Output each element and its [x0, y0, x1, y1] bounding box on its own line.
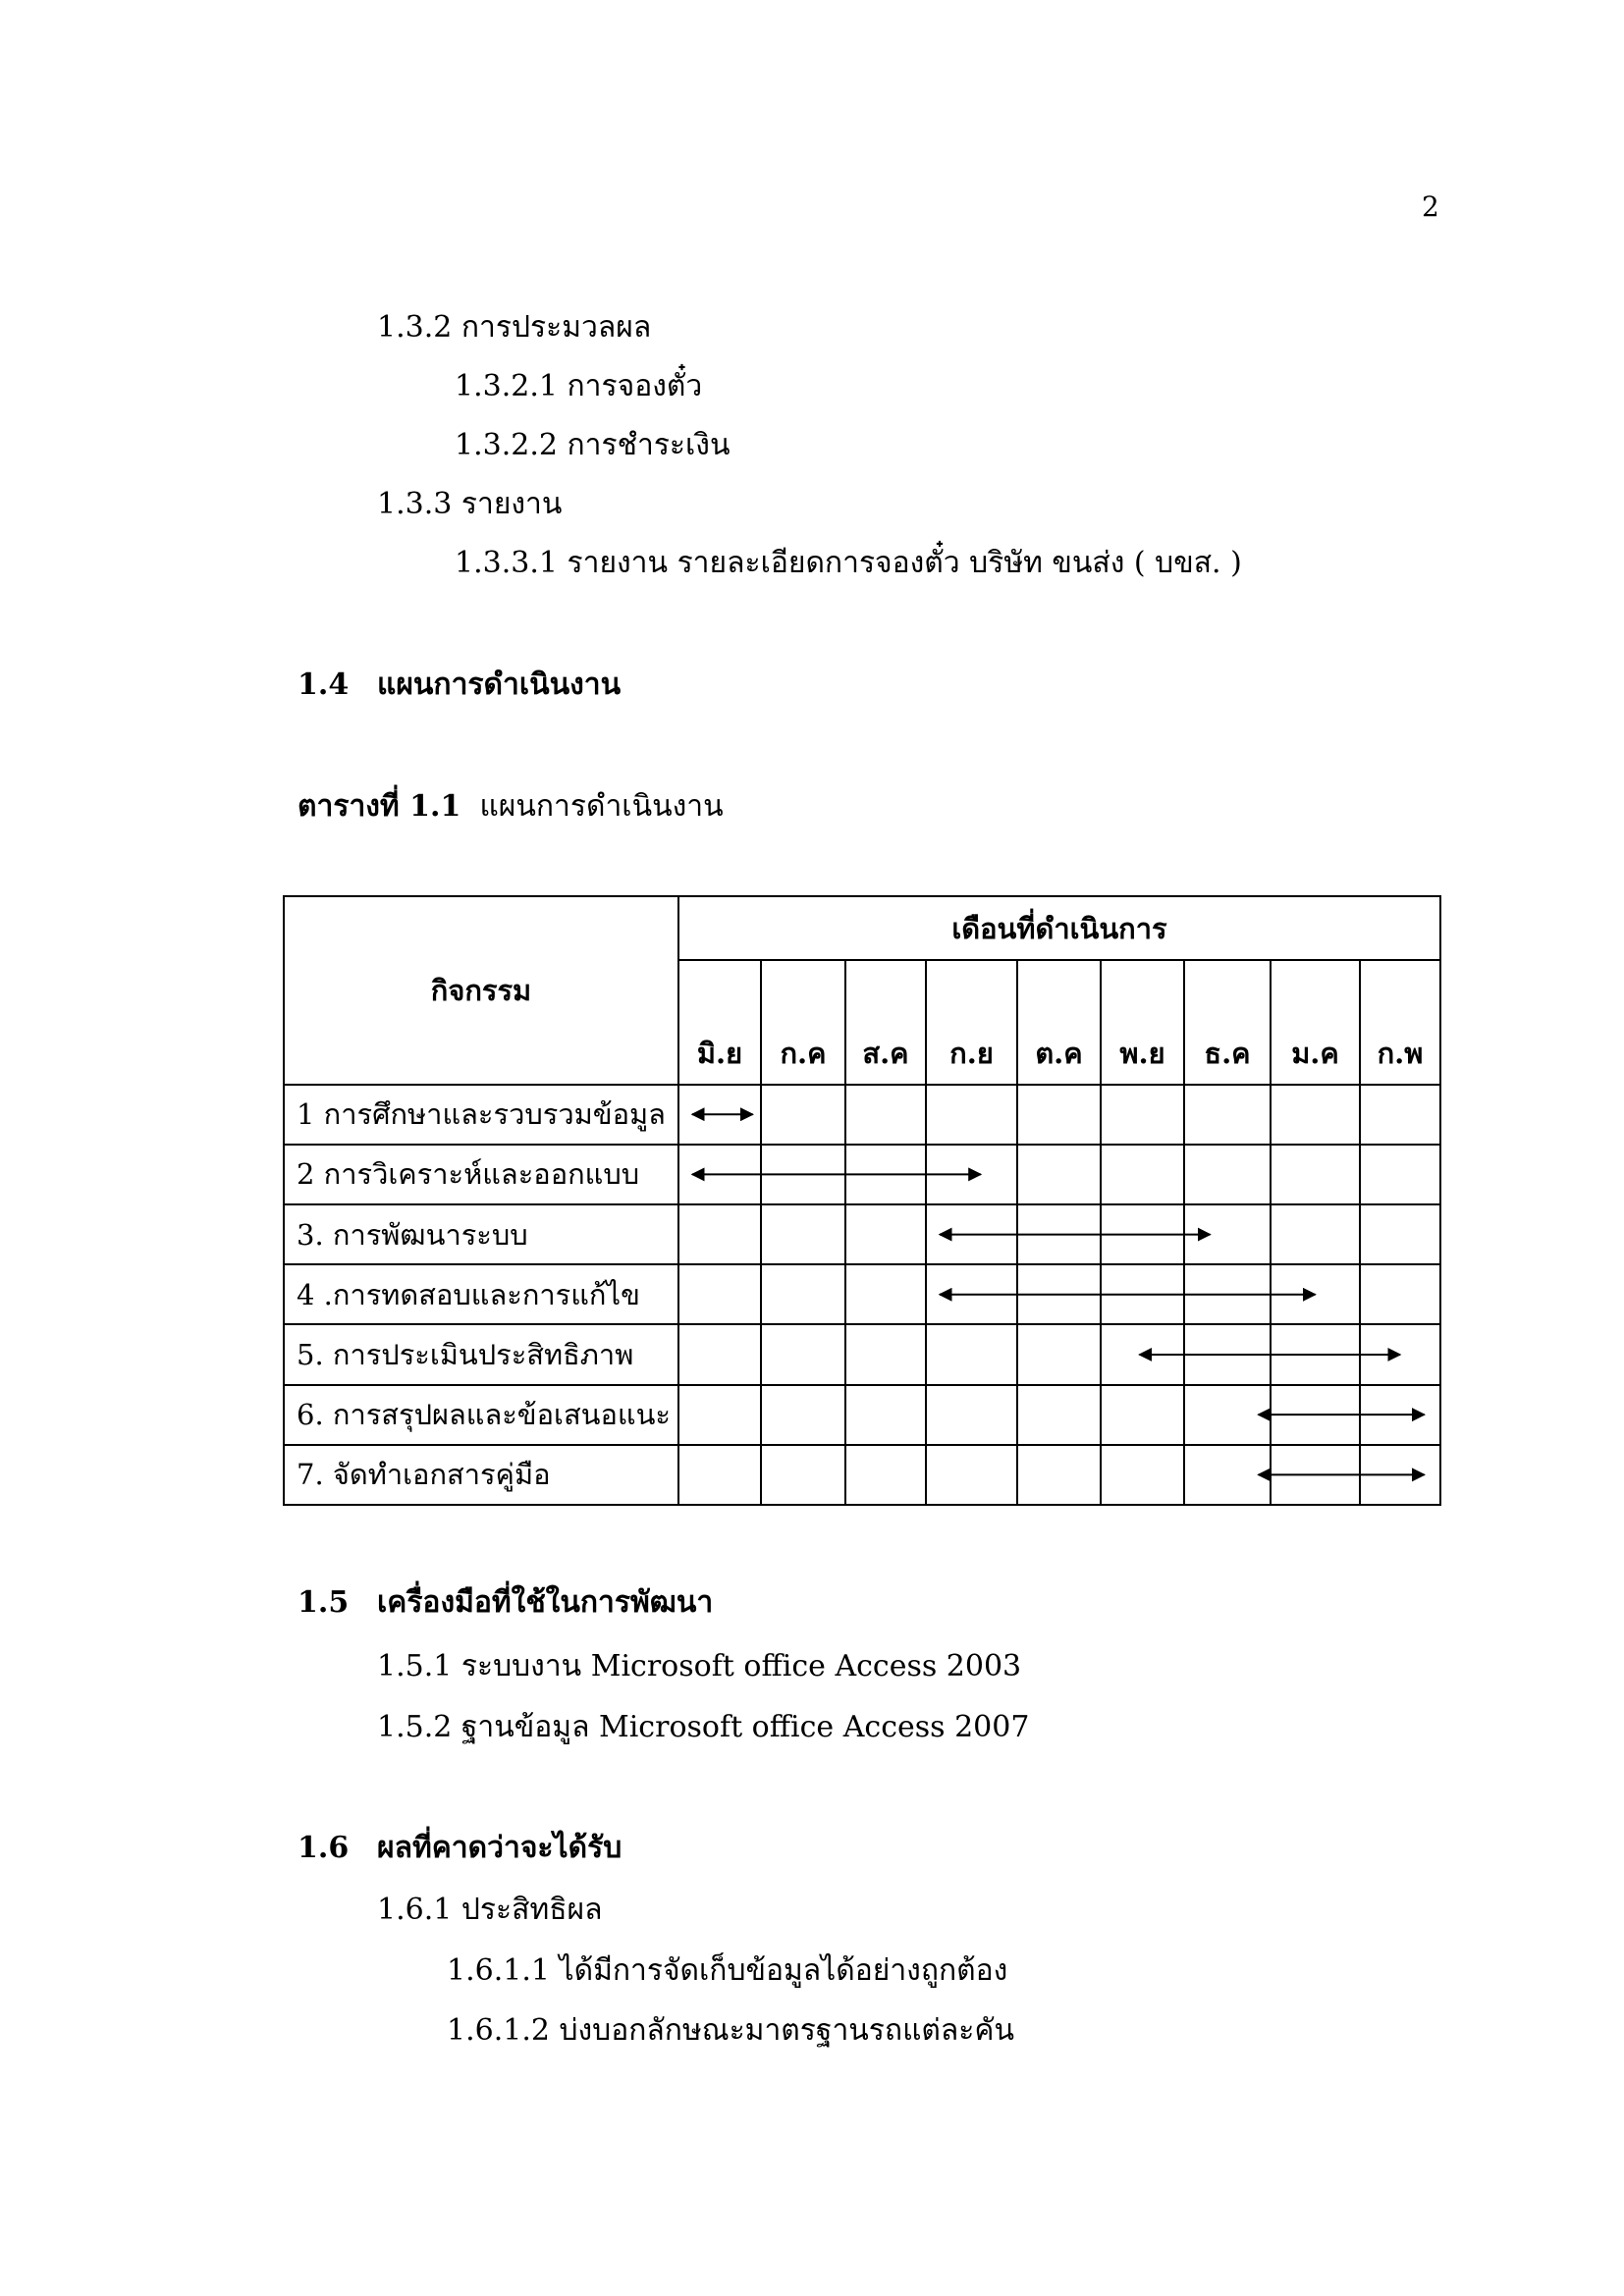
schedule-cell	[678, 1445, 761, 1505]
month-header-8: ก.พ	[1360, 960, 1440, 1084]
schedule-cell	[926, 1264, 1017, 1324]
results-item-3: 1.6.1.2 บ่งบอกลักษณะมาตรฐานรถแต่ละคัน	[447, 2013, 1014, 2048]
schedule-cell	[845, 1264, 926, 1324]
month-header-1: ก.ค	[761, 960, 845, 1084]
schedule-cell	[678, 1145, 761, 1204]
schedule-cell	[678, 1324, 761, 1384]
table-row	[284, 1145, 1440, 1204]
activity-label: 3. การพัฒนาระบบ	[284, 1204, 678, 1264]
schedule-cell	[678, 1264, 761, 1324]
table-row	[284, 1264, 1440, 1324]
month-header-3: ก.ย	[926, 960, 1017, 1084]
schedule-cell	[1017, 1264, 1101, 1324]
outline-1-3-3-1: 1.3.3.1 รายงาน รายละเอียดการจองตั๋ว บริษัท ขนส่ง ( บขส. )	[455, 546, 1242, 580]
schedule-cell	[1101, 1445, 1184, 1505]
schedule-cell	[1101, 1264, 1184, 1324]
schedule-cell	[1101, 1204, 1184, 1264]
schedule-cell	[678, 1085, 761, 1145]
activity-header: กิจกรรม	[284, 896, 678, 1085]
schedule-cell	[678, 1385, 761, 1445]
schedule-cell	[1360, 1145, 1440, 1204]
outline-1-3-2: 1.3.2 การประมวลผล	[377, 310, 652, 345]
section-1-6-number: 1.6	[298, 1831, 350, 1865]
schedule-cell	[1017, 1085, 1101, 1145]
months-header: เดือนที่ดำเนินการ	[678, 896, 1440, 960]
schedule-cell	[1184, 1324, 1271, 1384]
schedule-cell	[1017, 1385, 1101, 1445]
tools-item-2: 1.5.2 ฐานข้อมูล Microsoft office Access 2007	[377, 1710, 1030, 1744]
schedule-cell	[926, 1445, 1017, 1505]
schedule-cell	[1271, 1085, 1360, 1145]
schedule-cell	[1184, 1204, 1271, 1264]
table-caption-text: แผนการดำเนินงาน	[479, 789, 724, 824]
schedule-cell	[926, 1145, 1017, 1204]
schedule-cell	[1271, 1385, 1360, 1445]
section-1-6-title: ผลที่คาดว่าจะได้รับ	[377, 1831, 623, 1865]
month-header-6: ธ.ค	[1184, 960, 1271, 1084]
schedule-cell	[761, 1085, 845, 1145]
schedule-cell	[1271, 1264, 1360, 1324]
section-1-4-title: แผนการดำเนินงาน	[377, 667, 622, 702]
schedule-cell	[1017, 1324, 1101, 1384]
schedule-cell	[1360, 1385, 1440, 1445]
table-row	[284, 1324, 1440, 1384]
schedule-cell	[1184, 1264, 1271, 1324]
table-caption	[298, 787, 724, 827]
outline-1-3-2-2: 1.3.2.2 การชำระเงิน	[455, 428, 731, 462]
schedule-cell	[926, 1204, 1017, 1264]
schedule-cell	[1360, 1264, 1440, 1324]
section-1-5-title: เครื่องมือที่ใช้ในการพัฒนา	[377, 1585, 714, 1620]
schedule-cell	[1360, 1085, 1440, 1145]
schedule-cell	[1360, 1445, 1440, 1505]
schedule-cell	[761, 1324, 845, 1384]
schedule-cell	[1101, 1385, 1184, 1445]
activity-label: 2 การวิเคราะห์และออกแบบ	[284, 1145, 678, 1204]
activity-label: 6. การสรุปผลและข้อเสนอแนะ	[284, 1385, 678, 1445]
schedule-cell	[1271, 1445, 1360, 1505]
month-header-2: ส.ค	[845, 960, 926, 1084]
schedule-cell	[845, 1324, 926, 1384]
schedule-cell	[761, 1385, 845, 1445]
month-header-5: พ.ย	[1101, 960, 1184, 1084]
schedule-cell	[761, 1264, 845, 1324]
schedule-cell	[926, 1324, 1017, 1384]
results-item-2: 1.6.1.1 ได้มีการจัดเก็บข้อมูลได้อย่างถูกต้อง	[447, 1953, 1008, 1988]
schedule-cell	[845, 1204, 926, 1264]
month-header-4: ต.ค	[1017, 960, 1101, 1084]
schedule-cell	[761, 1445, 845, 1505]
schedule-cell	[1360, 1324, 1440, 1384]
table-row	[284, 1445, 1440, 1505]
section-1-5-number: 1.5	[298, 1585, 350, 1620]
schedule-cell	[845, 1445, 926, 1505]
schedule-cell	[1184, 1445, 1271, 1505]
schedule-cell	[1017, 1445, 1101, 1505]
table-caption-label: ตารางที่ 1.1	[298, 789, 461, 824]
schedule-cell	[1101, 1145, 1184, 1204]
activity-label: 4 .การทดสอบและการแก้ไข	[284, 1264, 678, 1324]
table-row	[284, 1085, 1440, 1145]
schedule-cell	[845, 1085, 926, 1145]
outline-1-3-3: 1.3.3 รายงาน	[377, 487, 563, 521]
table-row	[284, 1385, 1440, 1445]
schedule-cell	[1101, 1324, 1184, 1384]
schedule-cell	[1017, 1204, 1101, 1264]
activity-label: 7. จัดทำเอกสารคู่มือ	[284, 1445, 678, 1505]
schedule-cell	[1360, 1204, 1440, 1264]
schedule-cell	[1271, 1324, 1360, 1384]
month-header-7: ม.ค	[1271, 960, 1360, 1084]
schedule-cell	[1184, 1385, 1271, 1445]
schedule-cell	[1271, 1204, 1360, 1264]
schedule-cell	[761, 1204, 845, 1264]
tools-item-1: 1.5.1 ระบบงาน Microsoft office Access 2003	[377, 1649, 1022, 1683]
results-item-1: 1.6.1 ประสิทธิผล	[377, 1893, 603, 1927]
schedule-cell	[926, 1385, 1017, 1445]
schedule-cell	[845, 1145, 926, 1204]
page-number: 2	[1422, 190, 1439, 223]
plan-table	[283, 895, 1441, 1506]
activity-label: 1 การศึกษาและรวบรวมข้อมูล	[284, 1085, 678, 1145]
schedule-cell	[926, 1085, 1017, 1145]
schedule-cell	[1184, 1085, 1271, 1145]
outline-1-3-2-1: 1.3.2.1 การจองตั๋ว	[455, 369, 703, 403]
activity-label: 5. การประเมินประสิทธิภาพ	[284, 1324, 678, 1384]
schedule-cell	[1017, 1145, 1101, 1204]
schedule-cell	[1184, 1145, 1271, 1204]
schedule-cell	[845, 1385, 926, 1445]
month-header-0: มิ.ย	[678, 960, 761, 1084]
table-row	[284, 1204, 1440, 1264]
schedule-cell	[761, 1145, 845, 1204]
section-1-4-number: 1.4	[298, 667, 350, 702]
schedule-cell	[1101, 1085, 1184, 1145]
schedule-cell	[678, 1204, 761, 1264]
schedule-cell	[1271, 1145, 1360, 1204]
